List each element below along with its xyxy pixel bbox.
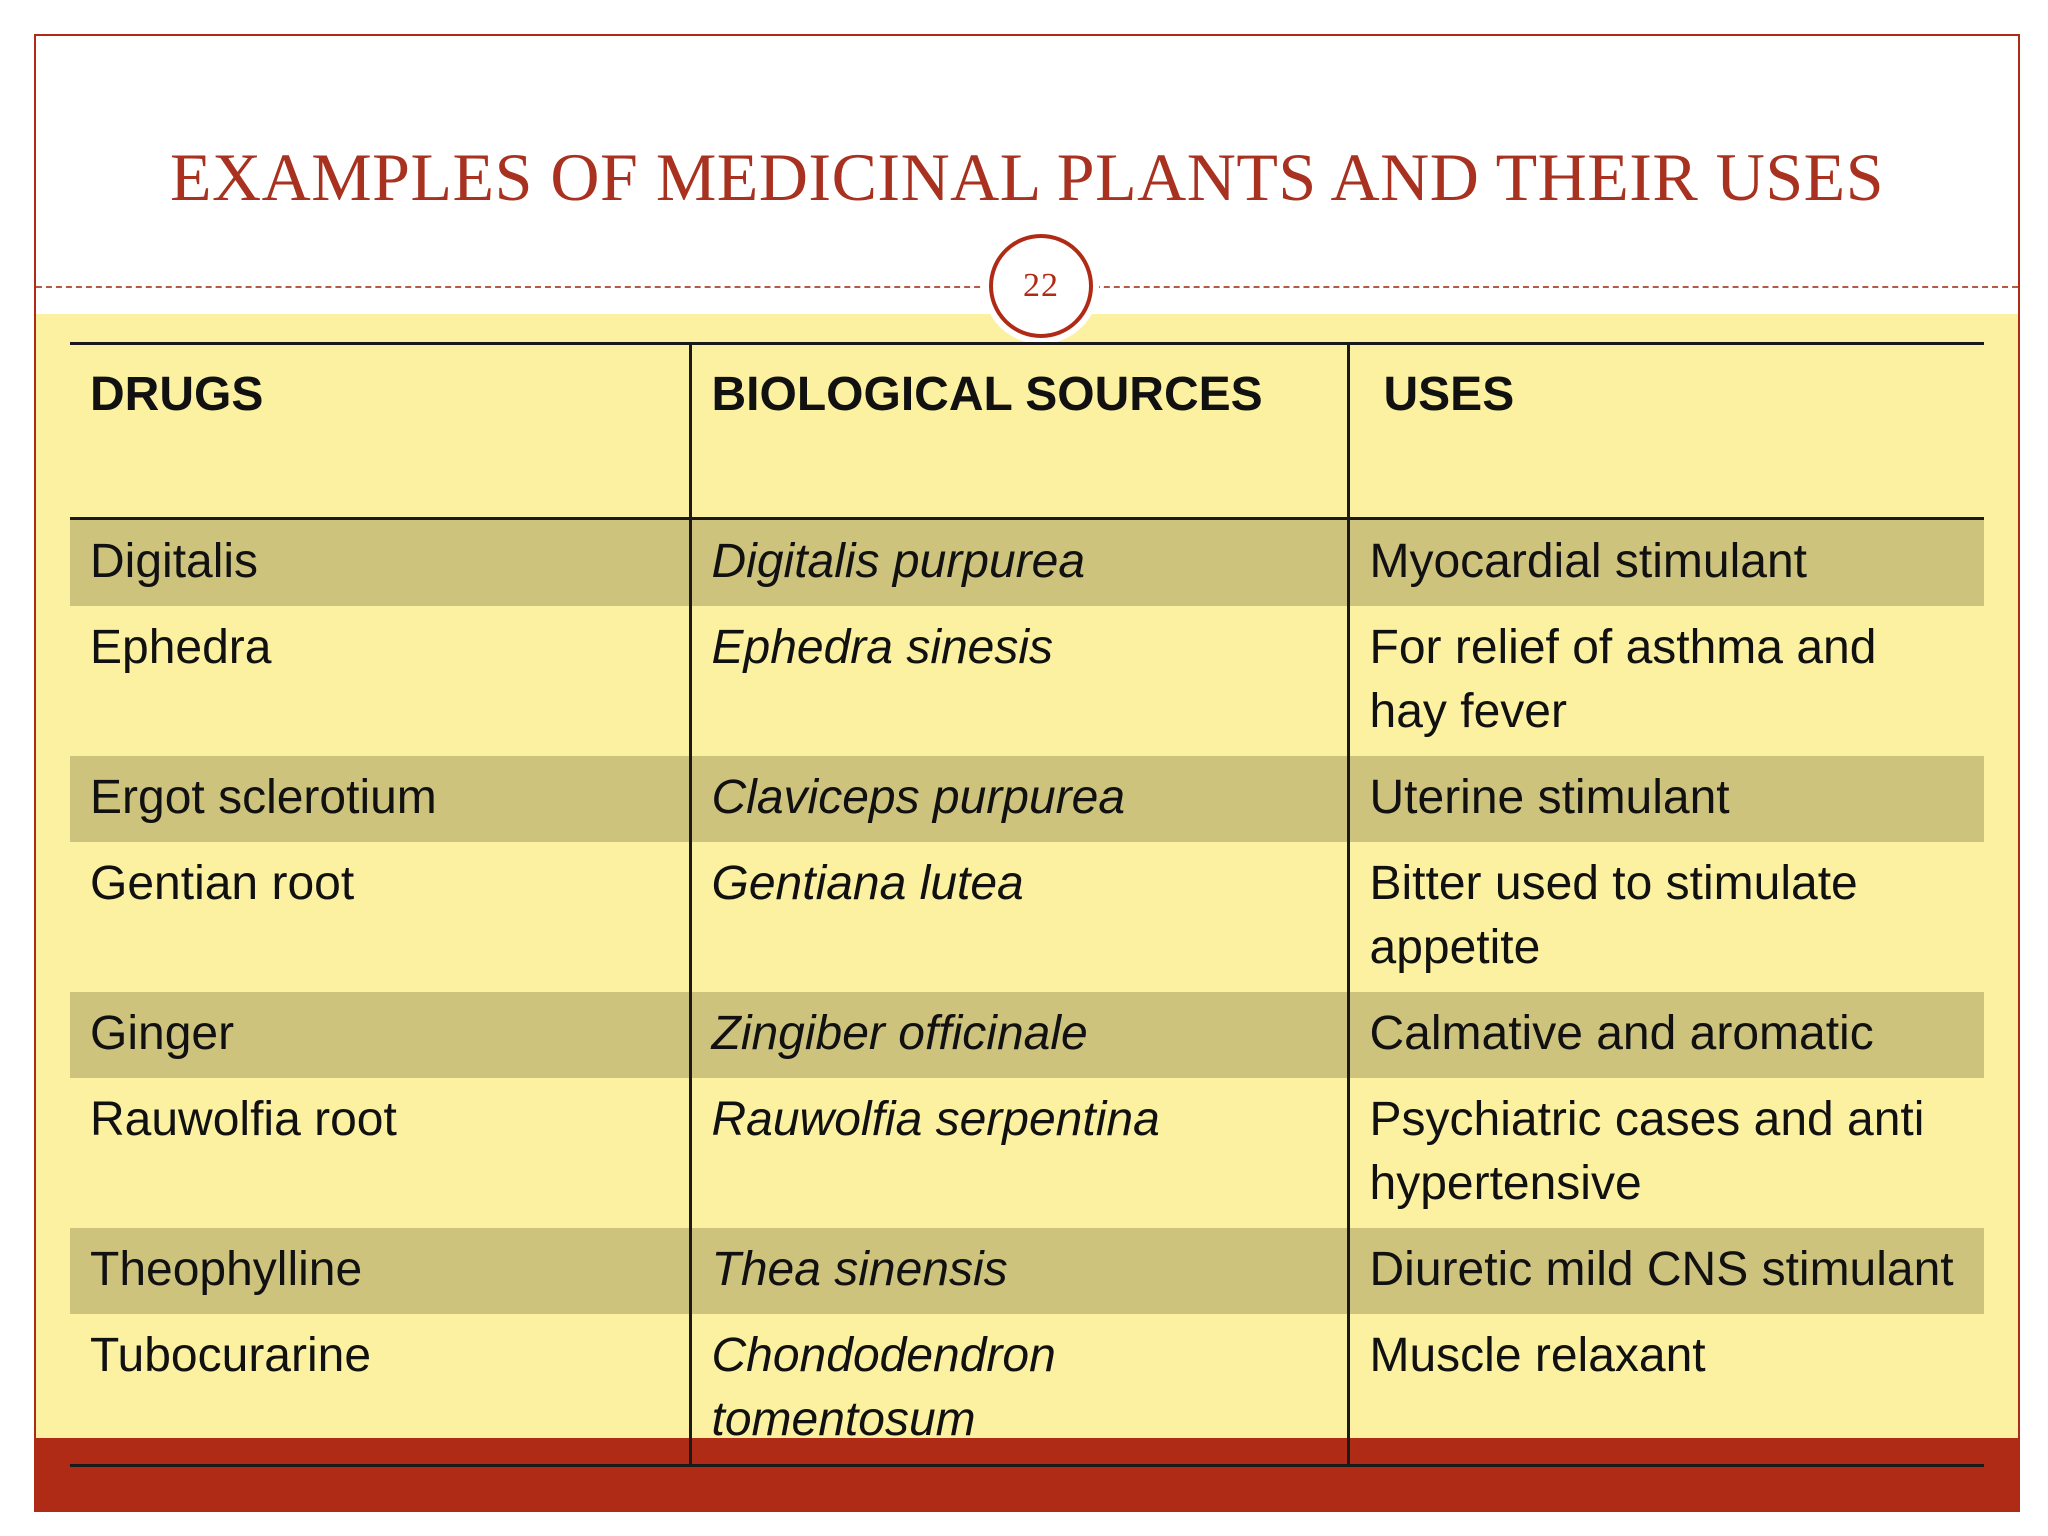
use-cell: Bitter used to stimulate appetite [1348, 842, 1984, 992]
source-cell: Claviceps purpurea [690, 756, 1348, 842]
page-number: 22 [1023, 267, 1059, 304]
header-drugs: DRUGS [70, 344, 690, 519]
table-header-row [70, 344, 1984, 519]
use-cell: For relief of asthma and hay fever [1348, 606, 1984, 756]
source-cell: Gentiana lutea [690, 842, 1348, 992]
table-row [70, 1078, 1984, 1228]
drug-cell: Rauwolfia root [90, 1093, 397, 1146]
drug-cell: Tubocurarine [70, 1314, 690, 1466]
page-number-badge [983, 228, 1099, 344]
medicinal-plants-table [70, 342, 1984, 1467]
drug-cell: Ergot sclerotium [70, 756, 690, 842]
use-cell: Uterine stimulant [1348, 756, 1984, 842]
table-row [70, 519, 1984, 607]
use-cell: Psychiatric cases and anti hypertensive [1348, 1078, 1984, 1228]
use-cell: Calmative and aromatic [1348, 992, 1984, 1078]
drug-cell: Digitalis [70, 519, 690, 607]
source-cell: Zingiber officinale [690, 992, 1348, 1078]
page-number-circle [989, 234, 1093, 338]
drug-cell: Gentian root [90, 857, 355, 910]
source-cell: Ephedra sinesis [690, 606, 1348, 756]
table-row [70, 606, 1984, 756]
drug-cell: Ginger [70, 992, 690, 1078]
drug-cell: Ephedra [90, 621, 272, 674]
drug-cell: Theophylline [70, 1228, 690, 1314]
table-row [70, 1314, 1984, 1466]
header-biological-sources: BIOLOGICAL SOURCES [690, 344, 1348, 519]
source-cell: Rauwolfia serpentina [690, 1078, 1348, 1228]
source-cell: Thea sinensis [690, 1228, 1348, 1314]
slide-title: EXAMPLES OF MEDICINAL PLANTS AND THEIR USES [169, 139, 1885, 215]
use-cell: Diuretic mild CNS stimulant [1348, 1228, 1984, 1314]
header-uses: USES [1348, 344, 1984, 519]
use-cell: Myocardial stimulant [1348, 519, 1984, 607]
use-cell: Muscle relaxant [1348, 1314, 1984, 1466]
slide [34, 34, 2020, 1512]
source-cell: Chondodendron tomentosum [690, 1314, 1348, 1466]
table-row [70, 992, 1984, 1078]
table-row [70, 842, 1984, 992]
source-cell: Digitalis purpurea [690, 519, 1348, 607]
table-row [70, 1228, 1984, 1314]
table-row [70, 756, 1984, 842]
